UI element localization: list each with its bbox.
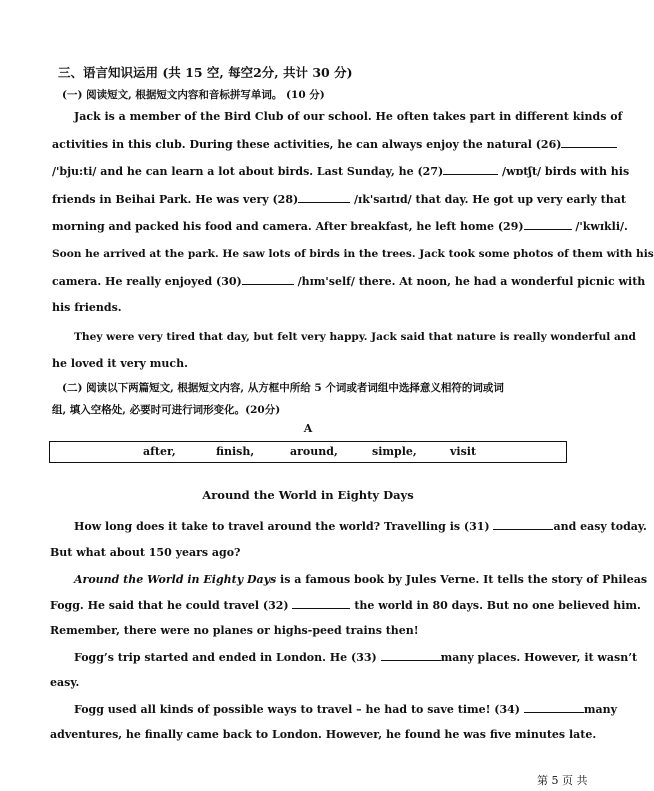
p1-line-7-text-a: camera. He really enjoyed (30) (52, 275, 242, 288)
p1-line-8: his friends. (52, 301, 122, 314)
blank-32[interactable] (292, 598, 350, 609)
p1-line-7 (52, 274, 645, 289)
p1-line-7-text-b: /hɪm'self/ there. At noon, he had a wonderful picnic with (297, 275, 646, 288)
part2-title-line-1: (二) 阅读以下两篇短文, 根据短文内容, 从方框中所给 5 个词或者词组中选择意义相符的词或词 (62, 382, 504, 394)
a3-line-1-text-a: Fogg’s trip started and ended in London. He (33) (74, 651, 377, 664)
a1-line-1-text-b: and easy today. (553, 520, 647, 533)
a1-line-2: But what about 150 years ago? (50, 546, 241, 559)
blank-26[interactable] (561, 137, 617, 148)
p1-line-4 (52, 192, 626, 207)
part2-title-line-2: 组, 填入空格处, 必要时可进行词形变化。(20分) (52, 404, 281, 416)
p1-line-3-text-b: /wɒtʃt/ birds with his (502, 165, 630, 178)
a2-line-1 (74, 573, 647, 587)
p1-line-4-text-a: friends in Beihai Park. He was very (28) (52, 193, 299, 206)
passage-label: A (303, 422, 313, 435)
a2-line-2-text-a: Fogg. He said that he could travel (32) (50, 599, 289, 612)
a3-line-1-text-b: many places. However, it wasn’t (440, 651, 638, 664)
passage-title: Around the World in Eighty Days (202, 488, 414, 502)
a4-line-1-text-b: many (583, 703, 618, 716)
a3-line-2: easy. (50, 676, 80, 689)
p2-line-1: They were very tired that day, but felt very happy. Jack said that nature is really wonderful and (74, 331, 636, 343)
p1-line-5 (52, 219, 628, 234)
a4-line-1-text-a: Fogg used all kinds of possible ways to travel – he had to save time! (34) (74, 703, 521, 716)
p1-line-5-text-b: /'kwɪkli/. (575, 220, 628, 233)
p1-line-2 (52, 137, 617, 152)
word-option-3: around, (290, 445, 338, 458)
p1-line-4-text-b: /ɪk'saɪtɪd/ that day. He got up very early that (354, 193, 626, 206)
p1-line-1: Jack is a member of the Bird Club of our school. He often takes part in different kinds of (74, 110, 623, 123)
blank-30[interactable] (242, 274, 294, 285)
a3-line-1 (74, 650, 637, 665)
a2-line-3: Remember, there were no planes or highs-peed trains then! (50, 624, 419, 637)
book-title: Around the World in Eighty Days (74, 573, 277, 586)
page-number: 第 5 页 共 (537, 774, 588, 787)
word-option-2: finish, (216, 445, 255, 458)
blank-34[interactable] (524, 702, 584, 713)
a2-line-2 (50, 598, 641, 613)
a2-line-1-text: is a famous book by Jules Verne. It tells the story of Phileas (276, 573, 648, 586)
a1-line-1 (74, 519, 647, 534)
section-title: 三、语言知识运用 (共 15 空, 每空2分, 共计 30 分) (58, 65, 353, 80)
blank-31[interactable] (493, 519, 553, 530)
blank-27[interactable] (443, 164, 498, 175)
blank-29[interactable] (524, 219, 572, 230)
p1-line-2-text: activities in this club. During these activities, he can always enjoy the natural (26) (52, 138, 562, 151)
p1-line-5-text-a: morning and packed his food and camera. After breakfast, he left home (29) (52, 220, 524, 233)
a4-line-2: adventures, he finally came back to London. However, he found he was five minutes late. (50, 728, 597, 741)
a4-line-1 (74, 702, 617, 717)
blank-28[interactable] (298, 192, 350, 203)
word-option-4: simple, (372, 445, 417, 458)
word-option-5: visit (450, 445, 477, 458)
word-box (49, 441, 567, 463)
p2-line-2: he loved it very much. (52, 357, 188, 370)
p1-line-3-text-a: /'bju:ti/ and he can learn a lot about birds. Last Sunday, he (27) (52, 165, 444, 178)
part1-title: (一) 阅读短文, 根据短文内容和音标拼写单词。 (10 分) (62, 89, 325, 101)
blank-33[interactable] (381, 650, 441, 661)
p1-line-6: Soon he arrived at the park. He saw lots of birds in the trees. Jack took some photos of them with his (52, 248, 654, 260)
p1-line-3 (52, 164, 629, 179)
a2-line-2-text-b: the world in 80 days. But no one believed him. (354, 599, 641, 612)
word-option-1: after, (143, 445, 176, 458)
a1-line-1-text-a: How long does it take to travel around the world? Travelling is (31) (74, 520, 490, 533)
